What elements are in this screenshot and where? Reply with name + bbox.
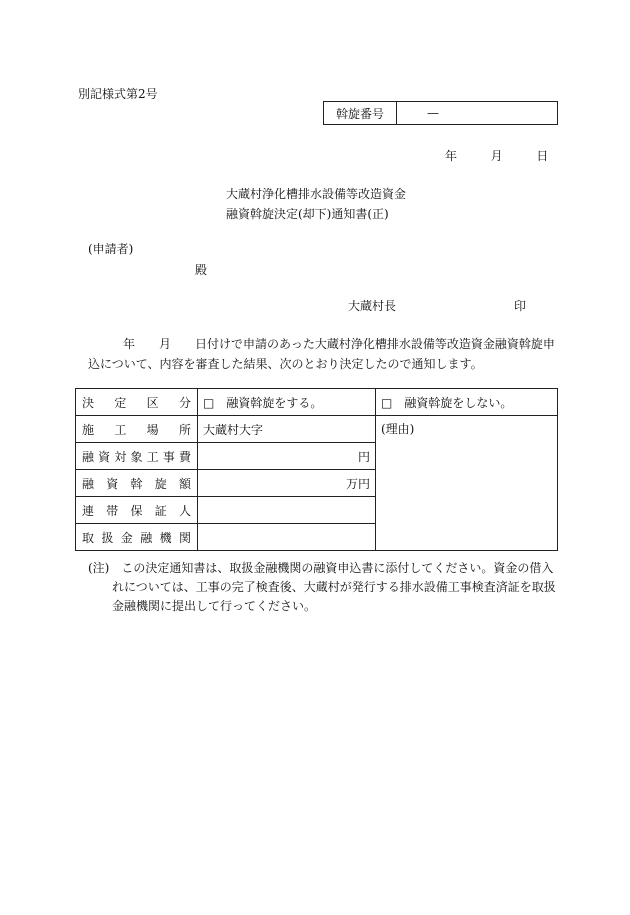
document-title-line2: 融資斡旋決定(却下)通知書(正): [226, 207, 389, 221]
seal-mark: 印: [514, 299, 527, 313]
body-text-line1: 年 月 日付けで申請のあった大蔵村浄化槽排水設備等改造資金融資斡旋申: [123, 337, 555, 351]
form-number: 別記様式第2号: [78, 87, 158, 101]
date-month: 月: [490, 149, 503, 163]
amount-unit: 万円: [198, 470, 376, 497]
date-line: [445, 147, 552, 164]
decision-label: 決定区分: [76, 389, 198, 416]
reason-cell: (理由): [376, 416, 558, 551]
honorific: 殿: [195, 263, 208, 277]
document-title-line1: 大蔵村浄化槽排水設備等改造資金: [226, 187, 407, 201]
table-row-site: [76, 416, 558, 443]
cost-unit: 円: [198, 443, 376, 470]
decision-table: [75, 388, 558, 551]
cost-label: 融資対象工事費: [76, 443, 198, 470]
table-row-decision: [76, 389, 558, 416]
applicant-label: (申請者): [88, 242, 134, 256]
bank-value: [198, 524, 376, 551]
mediation-number-label: 斡旋番号: [324, 102, 397, 124]
bank-label: 取扱金融機関: [76, 524, 198, 551]
date-day: 日: [536, 149, 549, 163]
issuer-name: 大蔵村長: [348, 299, 397, 313]
site-label: 施工場所: [76, 416, 198, 443]
option-approve[interactable]: □ 融資斡旋をする。: [198, 389, 376, 416]
guarantor-value: [198, 497, 376, 524]
body-text-line2: 込について、内容を審査した結果、次のとおり決定したので通知します。: [88, 357, 483, 371]
guarantor-label: 連帯保証人: [76, 497, 198, 524]
option-reject[interactable]: □ 融資斡旋をしない。: [376, 389, 558, 416]
note-line2: れについては、工事の完了検査後、大蔵村が発行する排水設備工事検査済証を取扱: [112, 580, 556, 594]
note-line3: 金融機関に提出して行ってください。: [112, 599, 317, 613]
mediation-number-value: —: [427, 106, 439, 120]
site-value: 大蔵村大字: [198, 416, 376, 443]
note-line1: (注) この決定通知書は、取扱金融機関の融資申込書に添付してください。資金の借入: [88, 561, 554, 575]
amount-label: 融資斡旋額: [76, 470, 198, 497]
date-year: 年: [445, 149, 458, 163]
mediation-number-box: [323, 101, 558, 125]
